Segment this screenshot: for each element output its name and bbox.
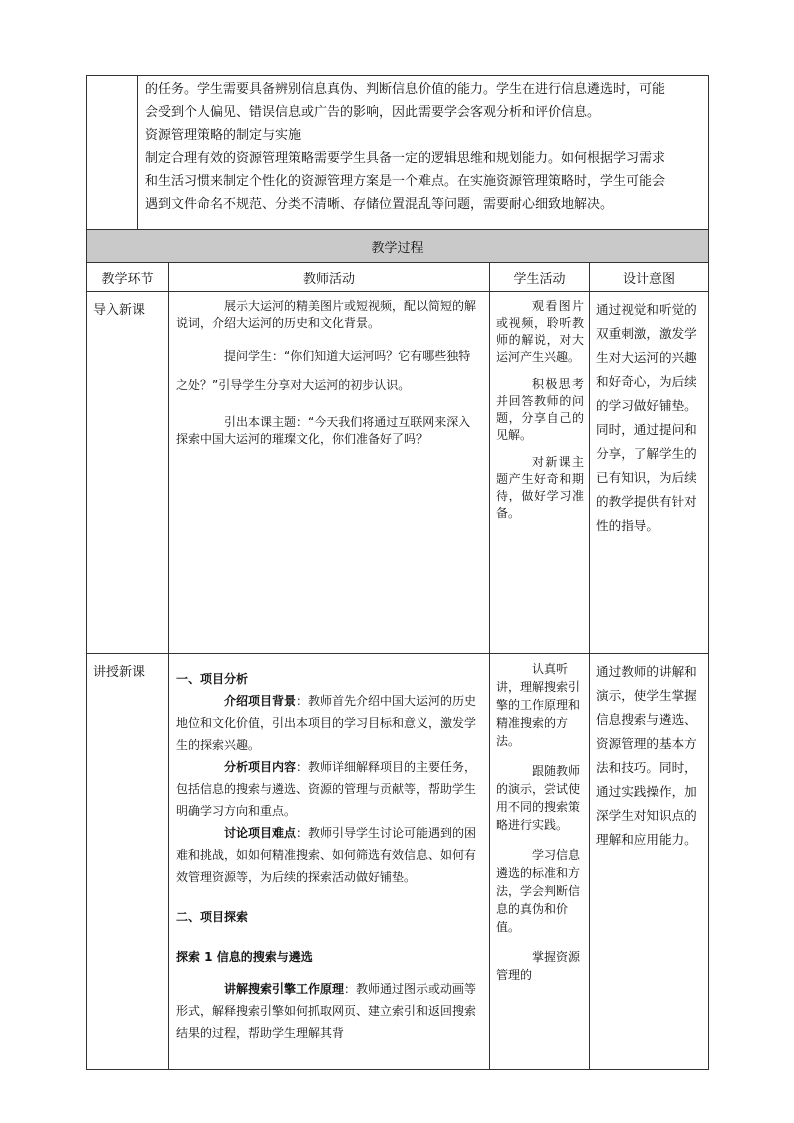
teacher-paragraph: 提问学生：“你们知道大运河吗？它有哪些独特之处？”引导学生分享对大运河的初步认识。 [176, 349, 471, 392]
student-paragraph: 跟随教师的演示，尝试使用不同的搜索策略进行实践。 [496, 764, 581, 832]
student-activity-intro [490, 292, 590, 654]
student-paragraph: 学习信息遴选的标准和方法，学会判断信息的真伪和价值。 [496, 848, 581, 934]
top-content-table [86, 75, 709, 230]
student-activity-new-lesson [490, 654, 590, 1070]
top-line: 的任务。学生需要具备辨别信息真伪、判断信息价值的能力。学生在进行信息遴选时，可能 [145, 82, 666, 97]
teacher-activity-new-lesson [169, 654, 490, 1070]
section-title: 教学过程 [87, 230, 709, 263]
top-text-cell [138, 76, 709, 230]
paragraph-text: ：教师详细解释项目的主要任务，包括信息的搜索与遴选、资源的管理与贡献等，帮助学生明确学习方向和重点。 [176, 760, 477, 818]
paragraph-text: ：教师首先介绍中国大运河的历史地位和文化价值，引出本项目的学习目标和意义，激发学生的探索兴趣。 [176, 694, 477, 752]
student-paragraph: 观看图片或视频，聆听教师的解说，对大运河产生兴趣。 [496, 299, 584, 364]
top-line: 会受到个人偏见、错误信息或广告的影响，因此需要学会客观分析和评价信息。 [145, 105, 601, 120]
student-paragraph: 对新课主题产生好奇和期待，做好学习准备。 [496, 455, 584, 520]
student-paragraph: 认真听讲，理解搜索引擎的工作原理和精准搜索的方法。 [496, 662, 581, 748]
top-line: 遇到文件命名不规范、分类不清晰、存储位置混乱等问题，需要耐心细致地解决。 [145, 197, 614, 212]
teacher-paragraph [176, 822, 482, 888]
design-intent-new-lesson: 通过教师的讲解和演示，使学生掌握信息搜索与遴选、资源管理的基本方法和技巧。同时，通过实践操作，加深学生对知识点的理解和应用能力。 [590, 654, 709, 1070]
paragraph-label: 介绍项目背景 [224, 694, 297, 708]
header-stage: 教学环节 [87, 263, 169, 292]
stage-intro: 导入新课 [87, 292, 169, 654]
teacher-paragraph [176, 978, 482, 1044]
paragraph-text: ：教师引导学生讨论可能遇到的困难和挑战，如如何精准搜索、如何筛选有效信息、如何有效管理资源等，为后续的探索活动做好铺垫。 [176, 826, 477, 884]
header-student: 学生活动 [490, 263, 590, 292]
explore-heading: 探索 1 信息的搜索与遴选 [176, 950, 313, 964]
header-design: 设计意图 [590, 263, 709, 292]
paragraph-text: ：教师通过图示或动画等形式，解释搜索引擎如何抓取网页、建立索引和返回搜索结果的过程，帮助学生理解其背 [176, 982, 477, 1040]
teacher-paragraph [176, 690, 482, 756]
paragraph-label: 分析项目内容 [224, 760, 297, 774]
paragraph-label: 讨论项目难点 [224, 826, 297, 840]
header-teacher: 教师活动 [169, 263, 490, 292]
top-line: 资源管理策略的制定与实施 [145, 128, 302, 143]
section-heading: 二、项目探索 [176, 910, 249, 924]
section-heading: 一、项目分析 [176, 672, 249, 686]
top-line: 制定合理有效的资源管理策略需要学生具备一定的逻辑思维和规划能力。如何根据学习需求 [145, 151, 666, 166]
student-paragraph: 积极思考并回答教师的问题，分享自己的见解。 [496, 377, 584, 442]
design-intent-intro: 通过视觉和听觉的双重刺激，激发学生对大运河的兴趣和好奇心，为后续的学习做好铺垫。同时，通过提问和分享，了解学生的已有知识，为后续的教学提供有针对性的指导。 [590, 292, 709, 654]
paragraph-label: 讲解搜索引擎工作原理 [224, 982, 345, 996]
teacher-paragraph [176, 756, 482, 822]
stage-new-lesson: 讲授新课 [87, 654, 169, 1070]
student-paragraph: 掌握资源管理的 [496, 950, 581, 982]
top-line: 和生活习惯来制定个性化的资源管理方案是一个难点。在实施资源管理策略时，学生可能会 [145, 174, 666, 189]
teacher-paragraph: 展示大运河的精美图片或短视频，配以简短的解说词，介绍大运河的历史和文化背景。 [176, 299, 477, 330]
teaching-process-table [86, 229, 709, 1070]
teacher-activity-intro [169, 292, 490, 654]
teacher-paragraph: 引出本课主题：“今天我们将通过互联网来深入探索中国大运河的璀璨文化，你们准备好了吗？ [176, 415, 471, 446]
top-left-empty-cell [87, 76, 138, 230]
